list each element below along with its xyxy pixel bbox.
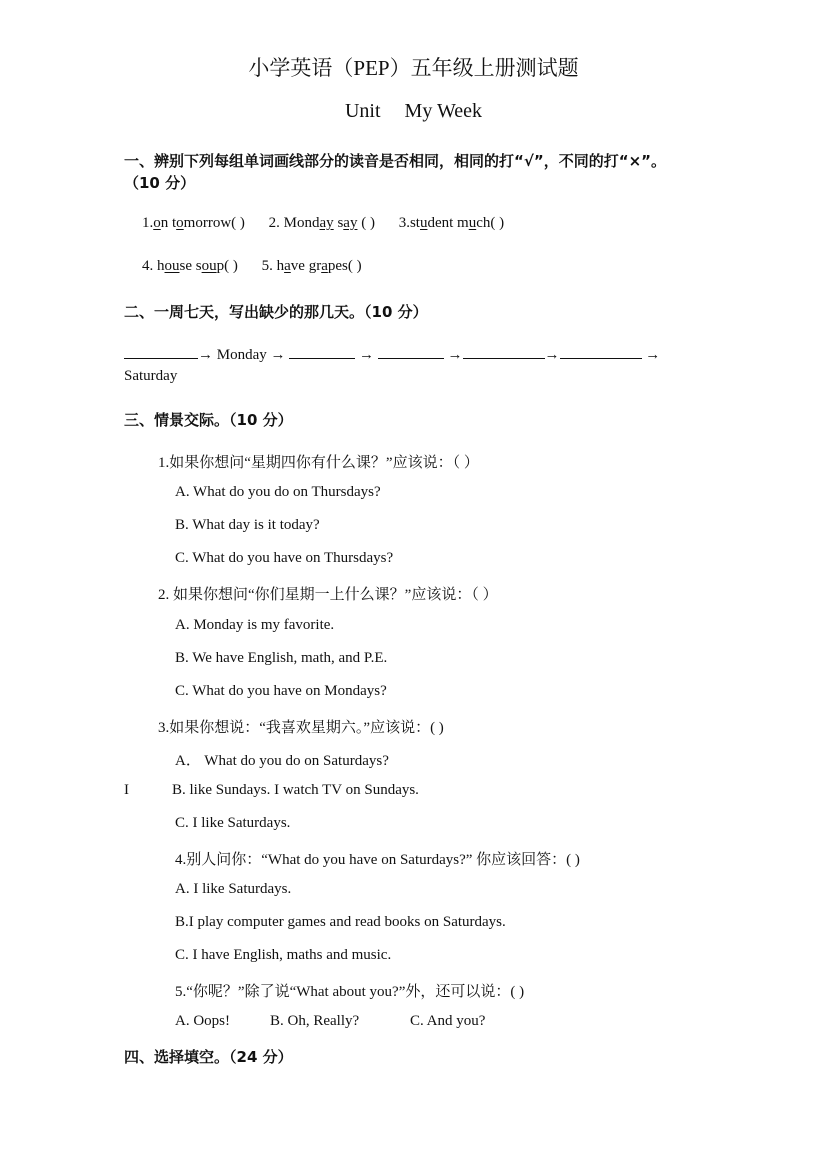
option-4c[interactable]: C. I have English, maths and music. (175, 947, 392, 963)
arrow: → (270, 347, 286, 363)
phonics-item: 3.student much( ) (398, 215, 505, 231)
answer-bracket[interactable]: ( ) (490, 215, 505, 231)
day-blank-3[interactable] (378, 344, 444, 359)
option-1a[interactable]: A. What do you do on Thursdays? (175, 484, 381, 500)
underlined-part: ay (319, 215, 334, 231)
option-1c[interactable]: C. What do you have on Thursdays? (175, 550, 394, 566)
section1-heading: 一、辨别下列每组单词画线部分的读音是否相同，相同的打“√”，不同的打“×”。 (124, 152, 667, 170)
option-2b[interactable]: B. We have English, math, and P.E. (175, 650, 388, 666)
section1-score: （10 分） (124, 174, 196, 192)
answer-bracket[interactable]: ( ) (224, 258, 238, 274)
underlined-part: o (153, 215, 161, 231)
unit-label: Unit (344, 100, 381, 122)
option-3c[interactable]: C. I like Saturdays. (175, 815, 291, 831)
question-5: 5.“你呢？”除了说“What about you?”外，还可以说：( ) (175, 984, 525, 1000)
option-2a[interactable]: A. Monday is my favorite. (175, 617, 335, 633)
phonics-item: 5. have grapes( ) (261, 258, 362, 274)
section2-heading: 二、一周七天，写出缺少的那几天。（10 分） (124, 303, 428, 321)
section3-heading: 三、情景交际。（10 分） (124, 411, 293, 429)
arrow: → (359, 347, 374, 363)
option-4a[interactable]: A. I like Saturdays. (175, 881, 292, 897)
answer-bracket[interactable]: ( ) (347, 258, 362, 274)
option-5b[interactable]: B. Oh, Really? (270, 1013, 360, 1029)
day-blank-2[interactable] (289, 344, 355, 359)
option-1b[interactable]: B. What day is it today? (175, 517, 320, 533)
option-3b-prefix: I (124, 782, 129, 798)
underlined-part: ou (201, 258, 217, 274)
option-5a[interactable]: A. Oops! (175, 1013, 230, 1029)
answer-bracket[interactable]: ( ) (231, 215, 245, 231)
option-4b[interactable]: B.I play computer games and read books on Saturdays. (175, 914, 506, 930)
question-3: 3.如果你想说：“我喜欢星期六。”应该说：( ) (158, 720, 444, 736)
arrow: → (447, 347, 463, 363)
phonics-item: 2. Monday say ( ) (268, 215, 375, 231)
underlined-part: u (419, 215, 428, 231)
underlined-part: o (176, 215, 184, 231)
day-saturday: Saturday (124, 368, 178, 384)
option-2c[interactable]: C. What do you have on Mondays? (175, 683, 387, 699)
day-blank-4[interactable] (463, 344, 545, 359)
unit-name: My Week (404, 100, 482, 122)
arrow: → (198, 347, 213, 363)
phonics-item: 1.on tomorrow( ) (142, 215, 245, 231)
day-monday: Monday (216, 347, 267, 363)
underlined-part: ou (164, 258, 180, 274)
day-blank-1[interactable] (124, 344, 198, 359)
day-blank-5[interactable] (560, 344, 642, 359)
option-3a[interactable]: A． What do you do on Saturdays? (175, 753, 389, 769)
arrow: → (645, 347, 661, 363)
week-sequence (124, 344, 660, 364)
phonics-item: 4. house soup( ) (142, 258, 238, 274)
underlined-part: ay (343, 215, 358, 231)
underlined-part: a (321, 258, 328, 274)
phonics-row-1 (142, 215, 524, 232)
underlined-part: a (284, 258, 291, 274)
section4-heading: 四、选择填空。（24 分） (124, 1048, 293, 1066)
question-2: 2. 如果你想问“你们星期一上什么课？”应该说：（ ） (158, 587, 498, 603)
unit-title (0, 100, 827, 123)
underlined-part: u (468, 215, 477, 231)
answer-bracket[interactable]: ( ) (361, 215, 375, 231)
phonics-row-2 (142, 258, 382, 275)
option-3b[interactable]: B. like Sundays. I watch TV on Sundays. (172, 782, 419, 798)
question-1: 1.如果你想问“星期四你有什么课？”应该说：（ ） (158, 455, 479, 471)
question-4: 4.别人问你：“What do you have on Saturdays?” 你应该回答：( ) (175, 852, 580, 868)
arrow: → (544, 347, 560, 363)
option-5c[interactable]: C. And you? (410, 1013, 486, 1029)
page-title: 小学英语（PEP）五年级上册测试题 (248, 56, 579, 80)
